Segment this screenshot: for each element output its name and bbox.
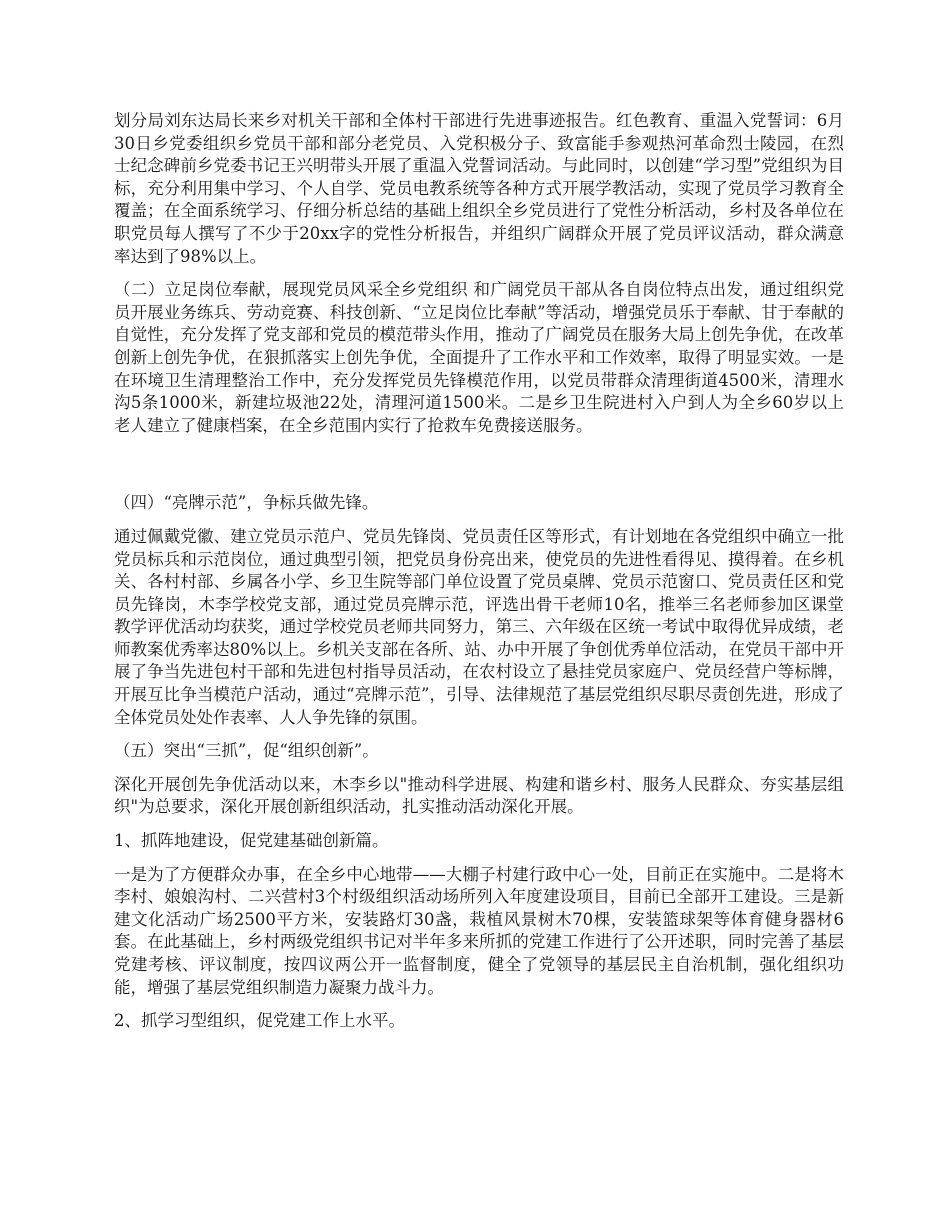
paragraph-section-five-intro: 深化开展创先争优活动以来，木李乡以"推动科学进展、构建和谐乡村、服务人民群众、夯实基层组织"为总要求，深化开展创新组织活动，扎实推动活动深化开展。 (114, 774, 844, 817)
heading-section-four: （四）“亮牌示范”，争标兵做先锋。 (114, 493, 379, 513)
paragraph-section-four-body: 通过佩戴党徽、建立党员示范户、党员先锋岗、党员责任区等形式，有计划地在各党组织中确立一批党员标兵和示范岗位，通过典型引领，把党员身份亮出来，使党员的先进性看得见、摸得着。在乡机关、各村村部、乡属各小学、乡卫生院等部门单位设置了党员桌牌、党员示范窗口、党员责任区和党员先锋岗，木李学校党支部，通过党员亮牌示范，评选出骨干老师10名，推举三名老师参加区课堂教学评优活动均获奖，通过学校党员老师共同努力，第三、六年级在区统一考试中取得优异成绩，老师教案优秀率达80%以上。乡机关支部在各所、站、办中开展了争创优秀单位活动，在党员干部中开展了争当先进包村干部和先进包村指导员活动，在农村设立了悬挂党员家庭户、党员经营户等标牌，开展互比争当模范户活动，通过“亮牌示范”，引导、法律规范了基层党组织尽职尽责创先进，形成了全体党员处处作表率、人人争先锋的氛围。 (114, 526, 844, 727)
heading-section-five: （五）突出“三抓”，促“组织创新”。 (114, 741, 379, 761)
blank-space (114, 448, 844, 492)
subheading-learning-organization: 2、抓学习型组织，促党建工作上水平。 (114, 1011, 405, 1031)
paragraph-section-two: （二）立足岗位奉献，展现党员风采全乡党组织 和广阔党员干部从各自岗位特点出发，通过组织党员开展业务练兵、劳动竞赛、科技创新、“立足岗位比奉献”等活动，增强党员乐于奉献、甘于奉献的自觉性，充分发挥了党支部和党员的模范带头作用，推动了广阔党员在服务大局上创先争优，在改革创新上创先争优，在狠抓落实上创先争优，全面提升了工作水平和工作效率，取得了明显实效。一是在环境卫生清理整治工作中，充分发挥党员先锋模范作用，以党员带群众清理街道4500米，清理水沟5条1000米，新建垃圾池22处，清理河道1500米。二是乡卫生院进村入户到人为全乡60岁以上老人建立了健康档案，在全乡范围内实行了抢救车免费接送服务。 (114, 280, 844, 435)
document-page (114, 110, 844, 1044)
paragraph-report-and-study: 划分局刘东达局长来乡对机关干部和全体村干部进行先进事迹报告。红色教育、重温入党誓词：6月30日乡党委组织乡党员干部和部分老党员、入党积极分子、致富能手参观热河革命烈士陵园，在烈士纪念碑前乡党委书记王兴明带头开展了重温入党誓词活动。与此同时，以创建“学习型”党组织为目标，充分利用集中学习、个人自学、党员电教系统等各种方式开展学教活动，实现了党员学习教育全覆盖；在全面系统学习、仔细分析总结的基础上组织全乡党员进行了党性分析活动，乡村及各单位在职党员每人撰写了不少于20xx字的党性分析报告，并组织广阔群众开展了党员评议活动，群众满意率达到了98%以上。 (114, 111, 844, 266)
paragraph-position-building-body: 一是为了方便群众办事，在全乡中心地带——大棚子村建行政中心一处，目前正在实施中。二是将木李村、娘娘沟村、二兴营村3个村级组织活动场所列入年度建设项目，目前已全部开工建设。三是新建文化活动广场2500平方米，安装路灯30盏，栽植风景树木70棵，安装篮球架等体育健身器材6套。在此基础上，乡村两级党组织书记对半年多来所抓的党建工作进行了公开述职，同时完善了基层党建考核、评议制度，按四议两公开一监督制度，健全了党领导的基层民主自治机制，强化组织功能，增强了基层党组织制造力凝聚力战斗力。 (114, 864, 844, 997)
subheading-position-building: 1、抓阵地建设，促党建基础创新篇。 (114, 831, 389, 851)
